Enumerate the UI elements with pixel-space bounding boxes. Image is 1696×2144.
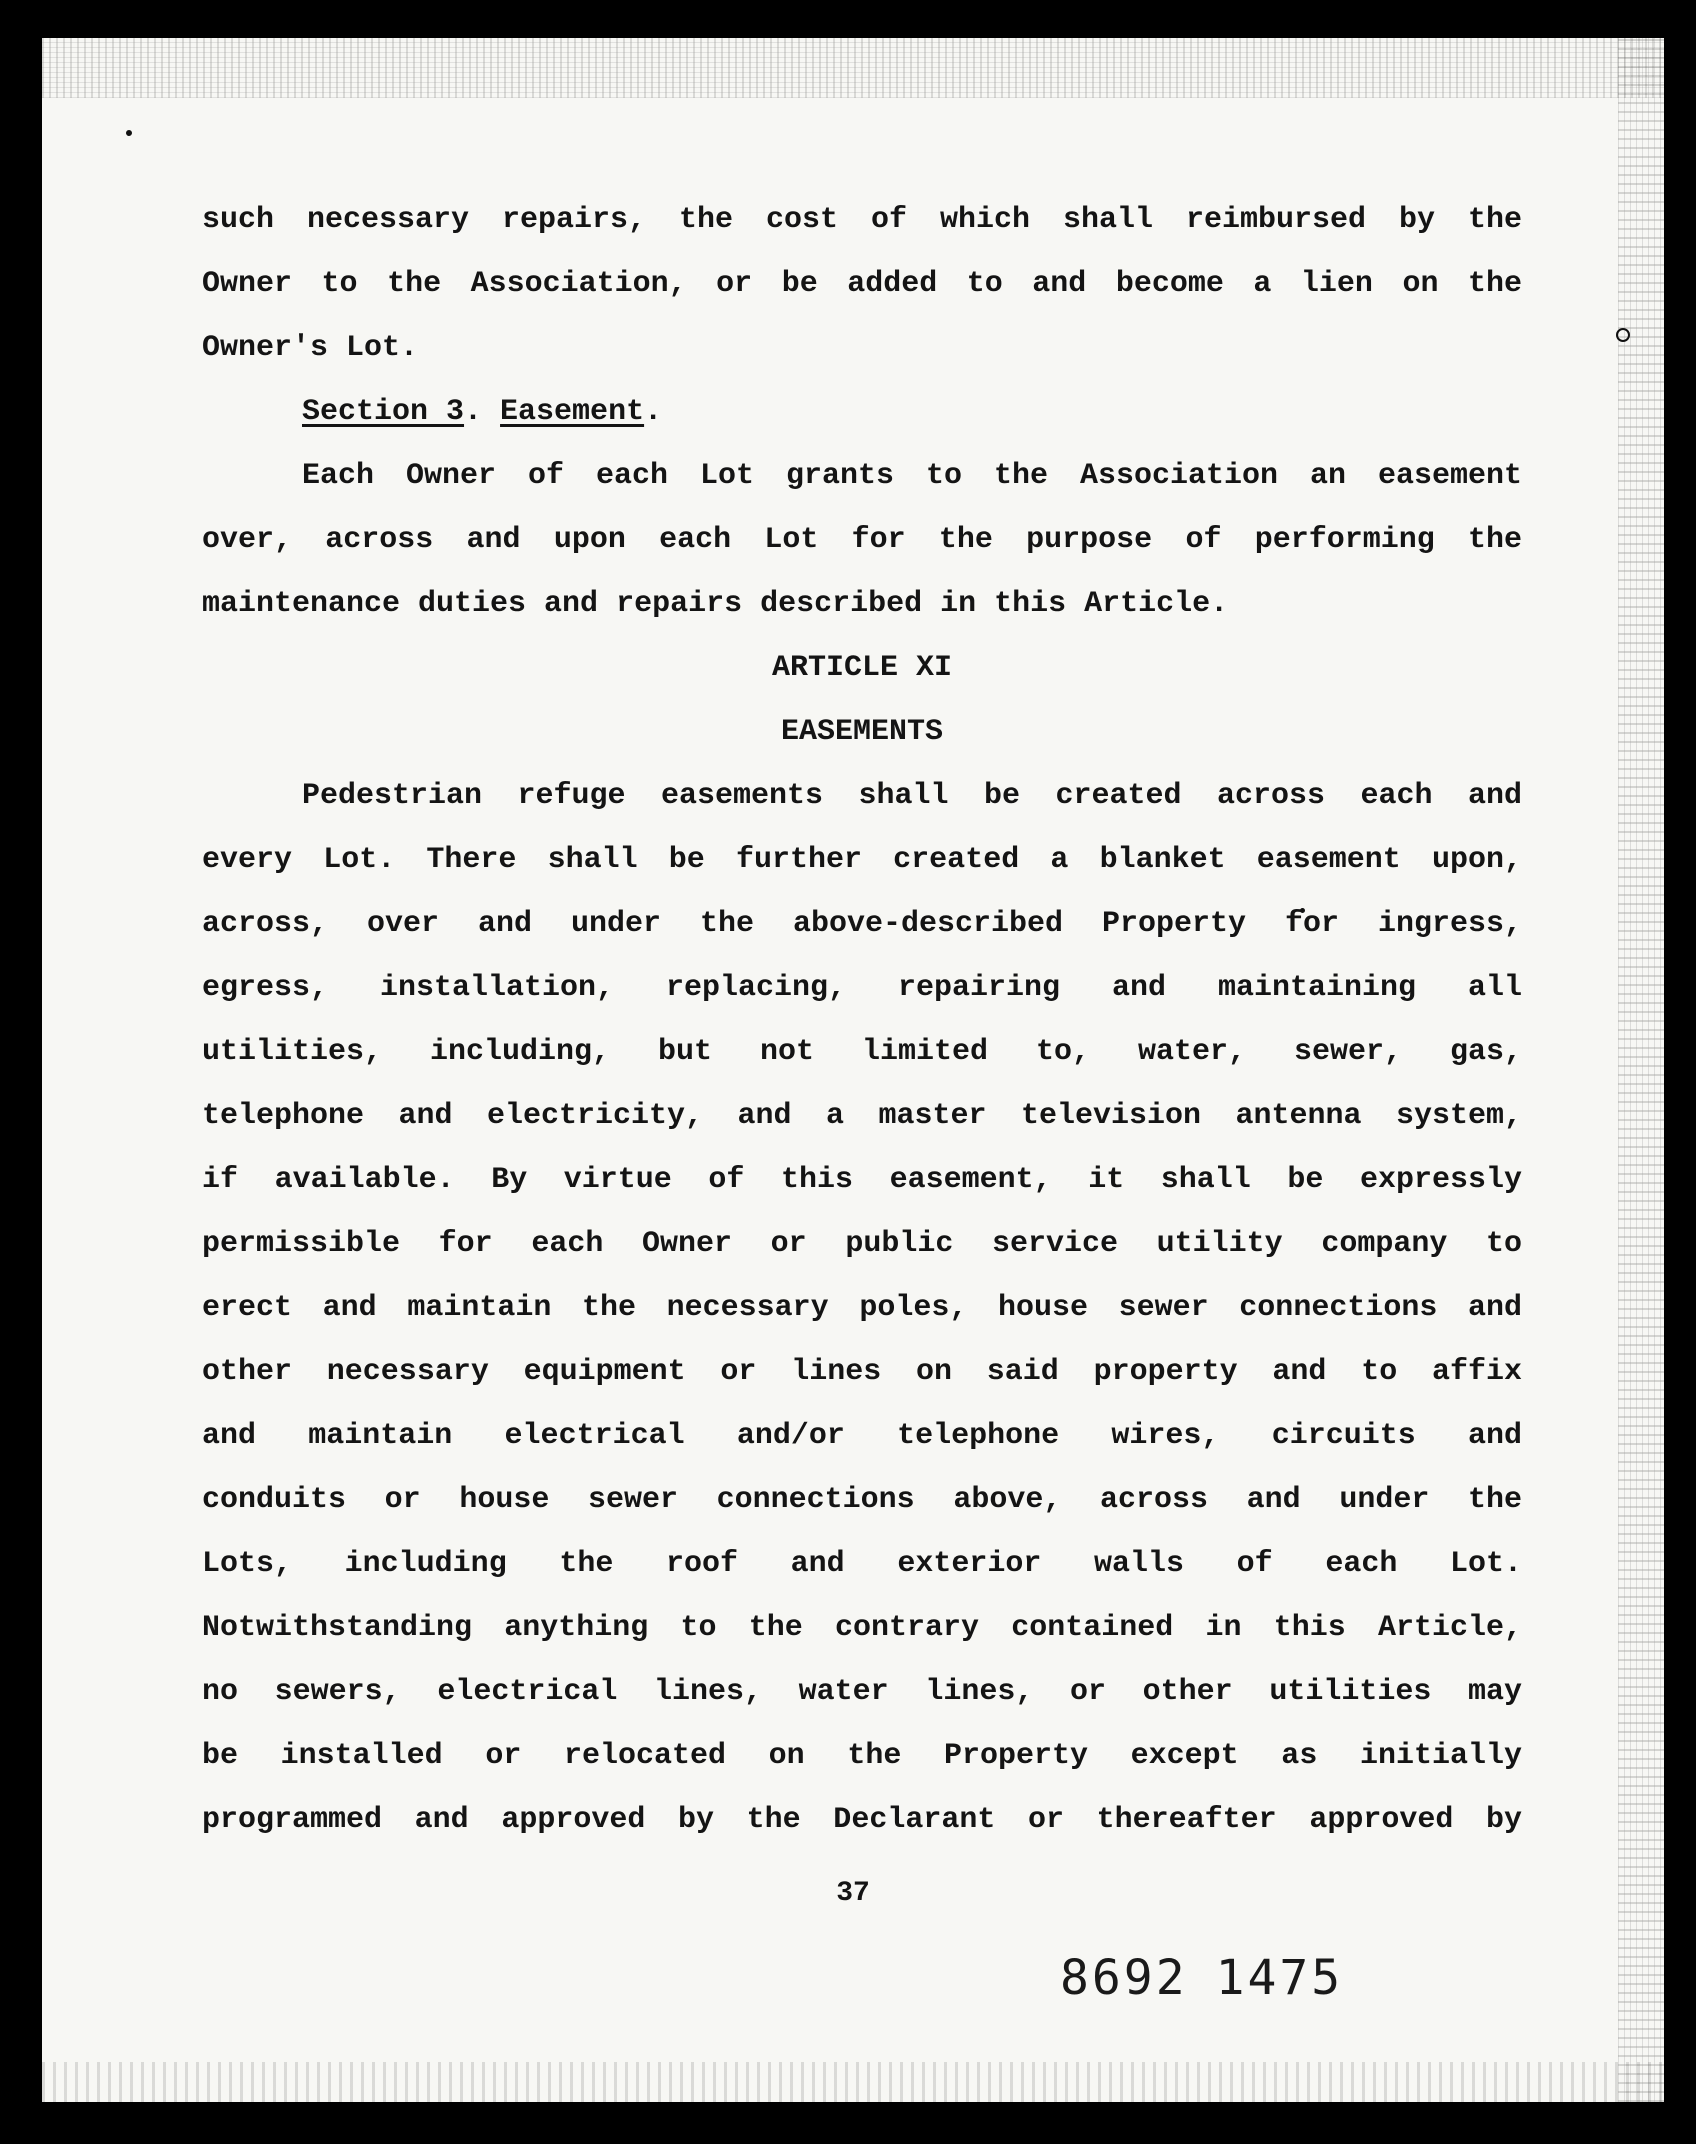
body-line: erect and maintain the necessary poles, house sewer connections and <box>202 1291 1522 1325</box>
book-page-stamp <box>1060 1950 1371 2006</box>
body-line: Pedestrian refuge easements shall be created across each and <box>302 779 1522 813</box>
body-line: no sewers, electrical lines, water lines, or other utilities may <box>202 1675 1522 1709</box>
scan-speck <box>126 130 132 136</box>
scan-noise-top <box>42 38 1664 98</box>
body-line: every Lot. There shall be further created a blanket easement upon, <box>202 843 1522 877</box>
section-heading <box>202 380 1522 444</box>
body-line: telephone and electricity, and a master television antenna system, <box>202 1099 1522 1133</box>
body-line: conduits or house sewer connections above, across and under the <box>202 1483 1522 1517</box>
body-line: utilities, including, but not limited to, water, sewer, gas, <box>202 1035 1522 1069</box>
article-number: ARTICLE XI <box>771 651 953 685</box>
scan-noise-right <box>1618 38 1664 2102</box>
body-line: Owner's Lot. <box>202 331 419 365</box>
body-line: over, across and upon each Lot for the purpose of performing the <box>202 523 1522 557</box>
body-line: if available. By virtue of this easement, it shall be expressly <box>202 1163 1522 1197</box>
body-line: Owner to the Association, or be added to and become a lien on the <box>202 267 1522 301</box>
body-line: egress, installation, replacing, repairing and maintaining all <box>202 971 1522 1005</box>
body-line: Notwithstanding anything to the contrary contained in this Article, <box>202 1611 1522 1645</box>
body-line: such necessary repairs, the cost of which shall reimbursed by the <box>202 203 1522 237</box>
paper-sheet <box>42 38 1664 2102</box>
section-label: Section 3 <box>302 395 465 429</box>
body-line: and maintain electrical and/or telephone wires, circuits and <box>202 1419 1522 1453</box>
body-line: Lots, including the roof and exterior walls of each Lot. <box>202 1547 1522 1581</box>
section-title: Easement <box>500 395 645 429</box>
body-line: maintenance duties and repairs described in this Article. <box>202 587 1229 621</box>
section-punct: . <box>644 395 663 429</box>
book-number: 8692 <box>1060 1950 1188 2006</box>
body-line: other necessary equipment or lines on said property and to affix <box>202 1355 1522 1389</box>
body-line: permissible for each Owner or public service utility company to <box>202 1227 1522 1261</box>
scan-speck <box>1616 328 1630 342</box>
scan-noise-bottom <box>42 2062 1664 2102</box>
body-line: across, over and under the above-described Property for ingress, <box>202 907 1522 941</box>
page-stamp-number: 1475 <box>1215 1950 1344 2006</box>
article-title: EASEMENTS <box>780 715 944 749</box>
page-number: 37 <box>836 1878 870 1909</box>
document-body <box>202 188 1522 1852</box>
body-line: Each Owner of each Lot grants to the Association an easement <box>302 459 1522 493</box>
body-line: programmed and approved by the Declarant or thereafter approved by <box>202 1803 1522 1837</box>
section-punct: . <box>464 395 501 429</box>
body-line: be installed or relocated on the Property except as initially <box>202 1739 1522 1773</box>
